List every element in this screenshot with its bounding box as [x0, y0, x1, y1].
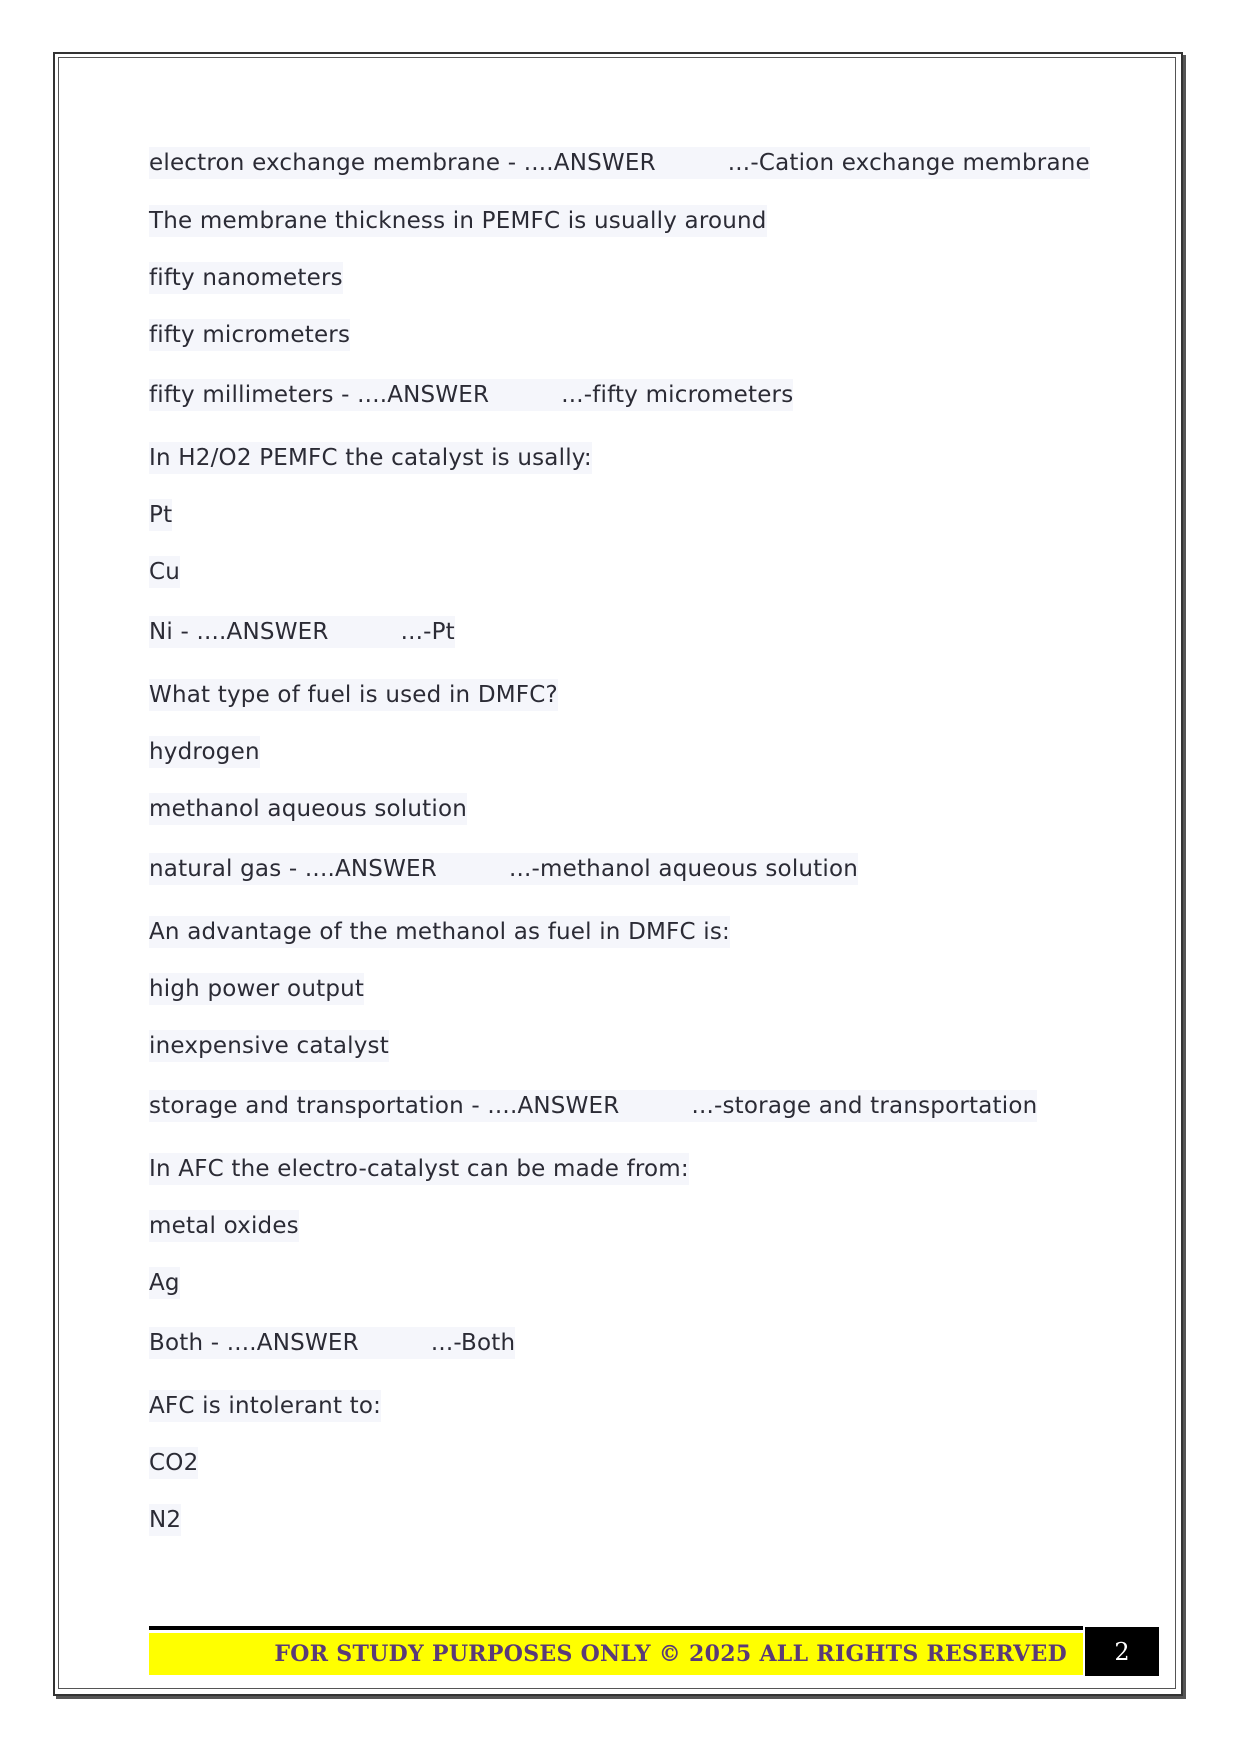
option-line: Pt [149, 502, 172, 528]
option-line: Ag [149, 1270, 180, 1296]
option-line: N2 [149, 1507, 181, 1533]
answer-line: Ni - ....ANSWER ...-Pt [149, 619, 455, 645]
footer-rule [149, 1626, 1083, 1630]
question-line: An advantage of the methanol as fuel in DMFC is: [149, 919, 730, 945]
footer-band [149, 1633, 1083, 1675]
option-line: high power output [149, 976, 364, 1002]
question-line: What type of fuel is used in DMFC? [149, 682, 558, 708]
question-line: The membrane thickness in PEMFC is usually around [149, 208, 767, 234]
option-line: Cu [149, 559, 180, 585]
answer-line: storage and transportation - ....ANSWER ...-storage and transportation [149, 1093, 1037, 1119]
option-line: fifty nanometers [149, 265, 343, 291]
option-line: inexpensive catalyst [149, 1033, 389, 1059]
answer-line: natural gas - ....ANSWER ...-methanol aqueous solution [149, 856, 858, 882]
answer-line: fifty millimeters - ....ANSWER ...-fifty micrometers [149, 382, 793, 408]
question-line: In AFC the electro-catalyst can be made from: [149, 1156, 689, 1182]
option-line: hydrogen [149, 739, 260, 765]
option-line: CO2 [149, 1450, 198, 1476]
page-number: 2 [1085, 1627, 1159, 1676]
footer-notice: FOR STUDY PURPOSES ONLY © 2025 ALL RIGHTS RESERVED [274, 1641, 1067, 1667]
option-line: metal oxides [149, 1213, 299, 1239]
option-line: methanol aqueous solution [149, 796, 467, 822]
question-line: electron exchange membrane - ....ANSWER ...-Cation exchange membrane [149, 150, 1090, 176]
question-line: AFC is intolerant to: [149, 1393, 381, 1419]
answer-line: Both - ....ANSWER ...-Both [149, 1330, 515, 1356]
option-line: fifty micrometers [149, 322, 350, 348]
question-line: In H2/O2 PEMFC the catalyst is usally: [149, 445, 592, 471]
